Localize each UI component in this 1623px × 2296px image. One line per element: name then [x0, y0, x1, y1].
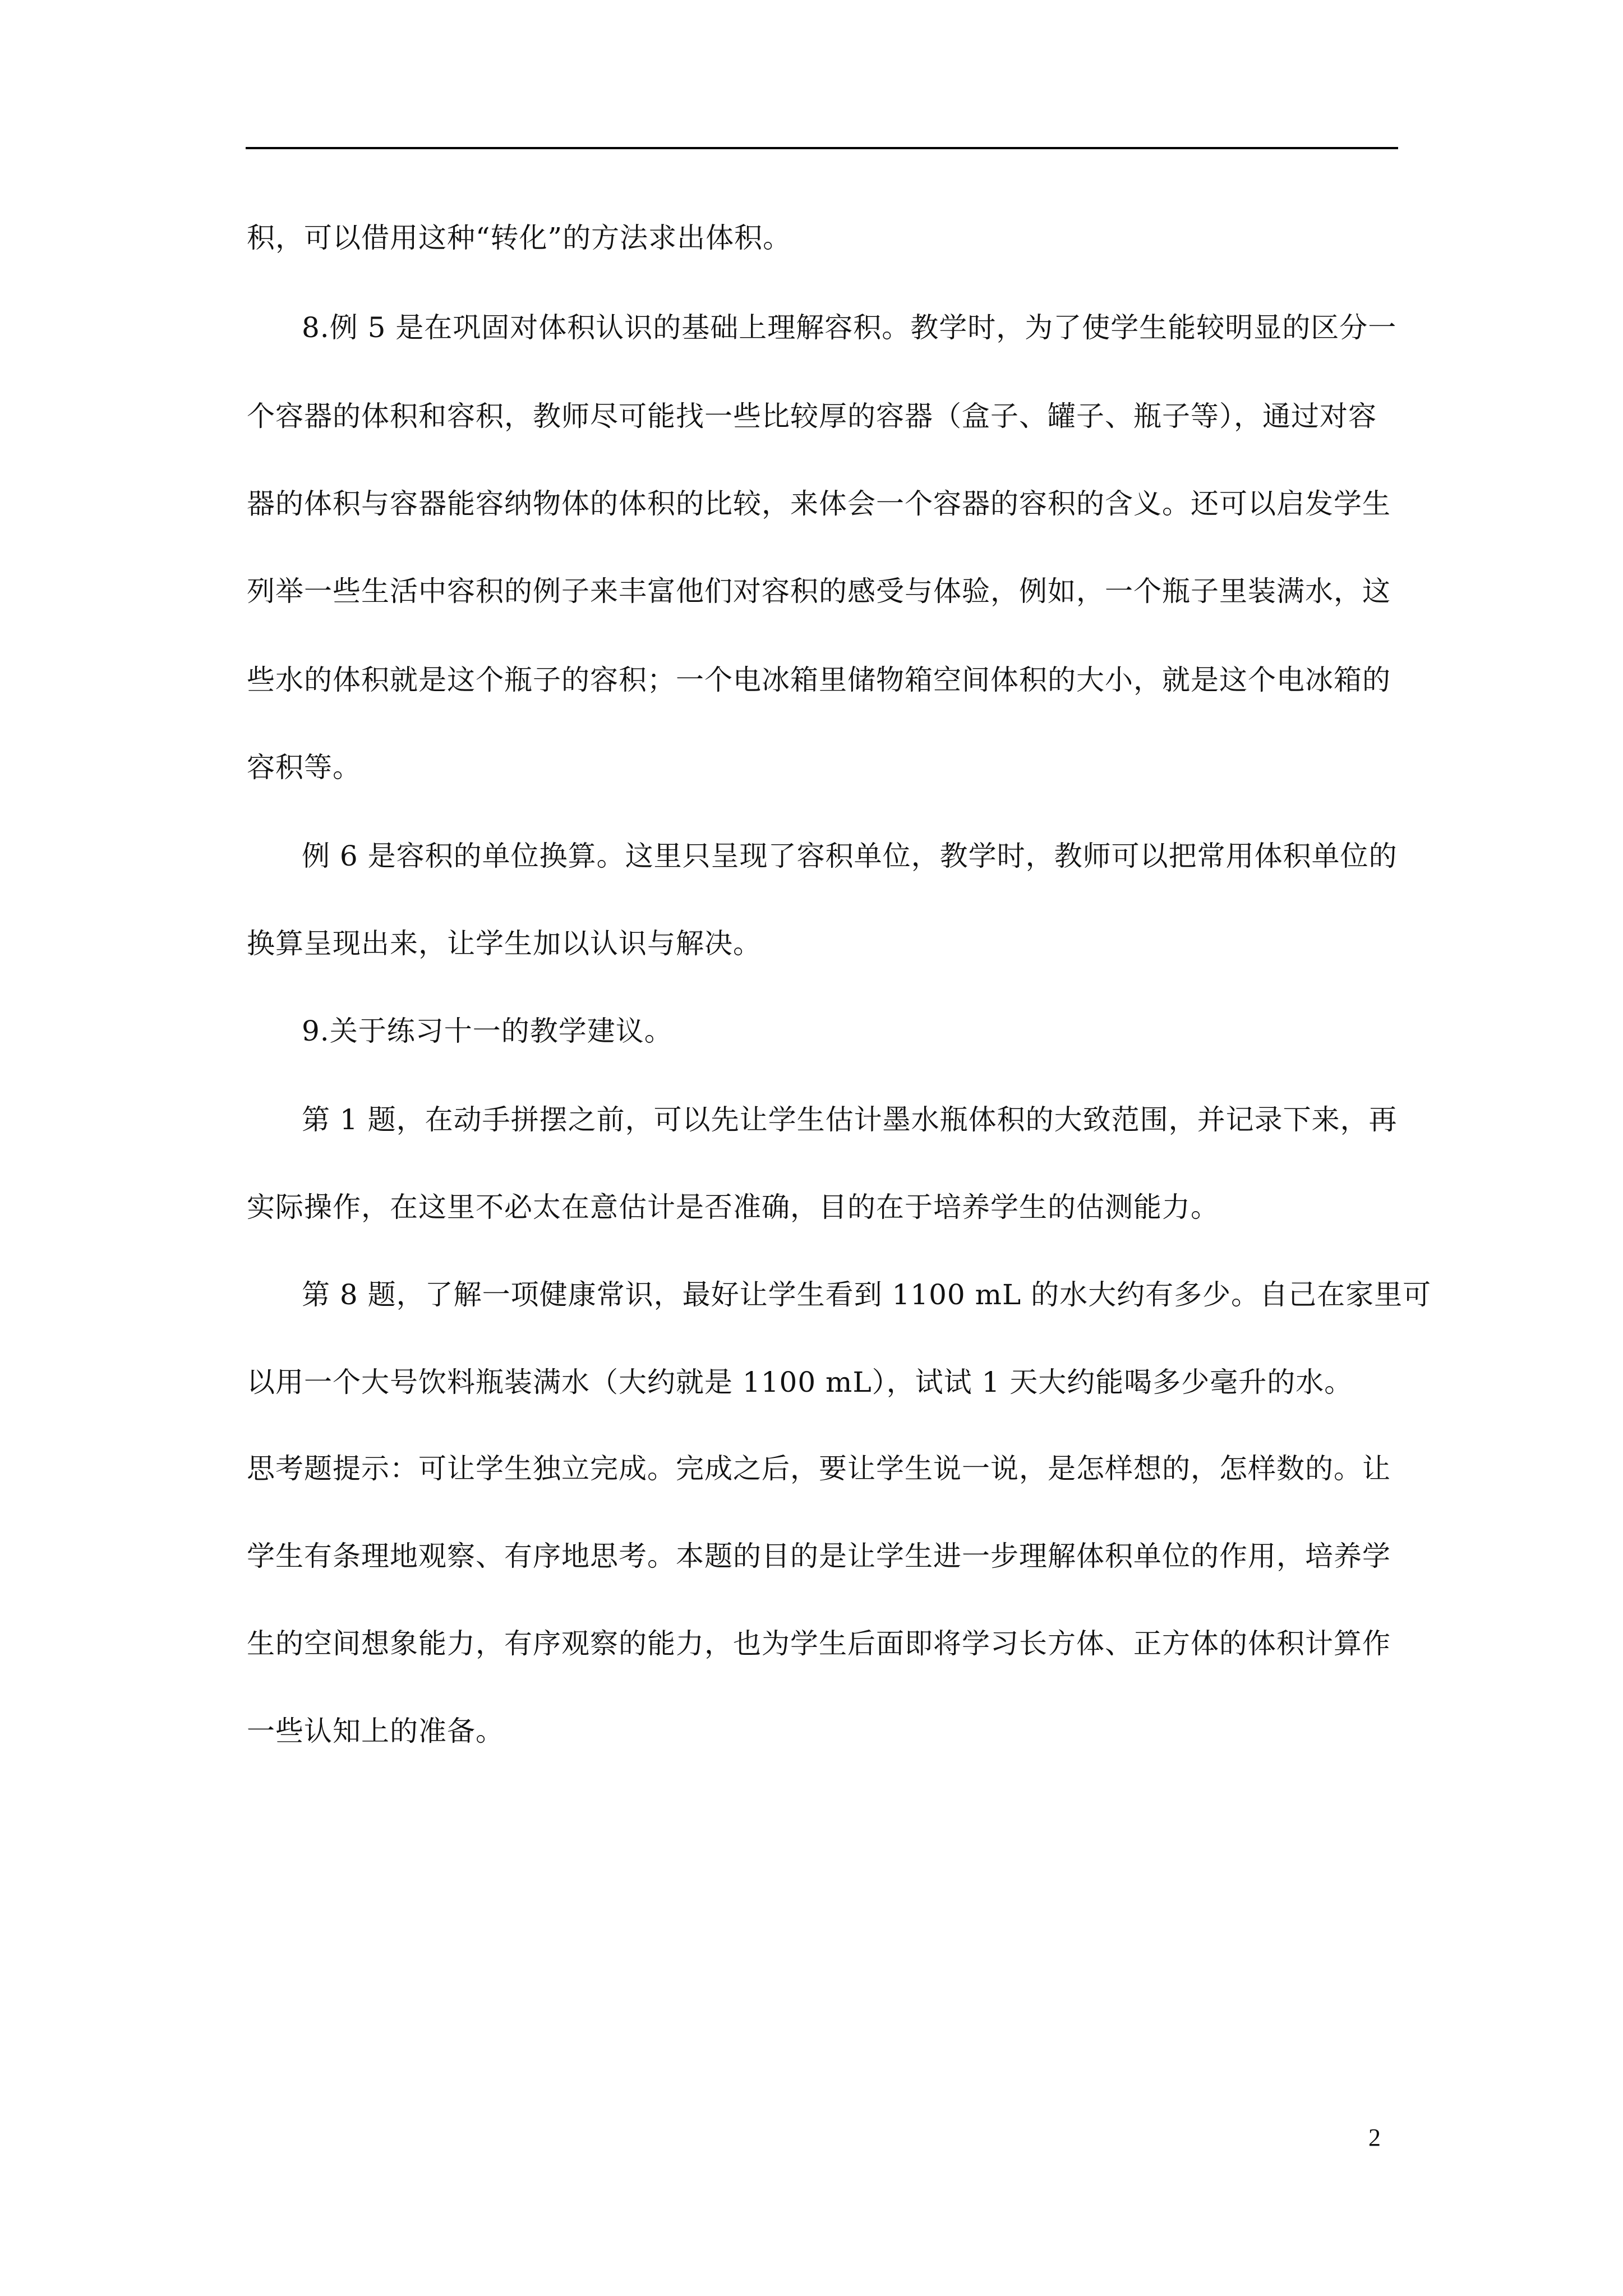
text-line: 生的空间想象能力，有序观察的能力，也为学生后面即将学习长方体、正方体的体积计算作 [247, 1627, 1391, 1660]
text-line: 容积等。 [247, 751, 361, 784]
text-line: 8.例 5 是在巩固对体积认识的基础上理解容积。教学时，为了使学生能较明显的区分一 [302, 311, 1397, 344]
page-number: 2 [1368, 2124, 1381, 2151]
text-line: 9.关于练习十一的教学建议。 [302, 1015, 673, 1047]
header-rule [246, 147, 1398, 149]
text-line: 积，可以借用这种“转化”的方法求出体积。 [247, 222, 792, 254]
text-line: 个容器的体积和容积，教师尽可能找一些比较厚的容器（盒子、罐子、瓶子等），通过对容 [247, 400, 1377, 432]
text-line: 换算呈现出来，让学生加以认识与解决。 [247, 927, 762, 960]
text-line: 思考题提示：可让学生独立完成。完成之后，要让学生说一说，是怎样想的，怎样数的。让 [247, 1452, 1391, 1485]
text-line: 第 1 题，在动手拼摆之前，可以先让学生估计墨水瓶体积的大致范围，并记录下来，再 [302, 1103, 1398, 1136]
text-line: 以用一个大号饮料瓶装满水（大约就是 1100 mL），试试 1 天大约能喝多少毫升的水。 [247, 1366, 1353, 1398]
text-line: 一些认知上的准备。 [247, 1715, 504, 1747]
text-line: 列举一些生活中容积的例子来丰富他们对容积的感受与体验，例如，一个瓶子里装满水，这 [247, 575, 1391, 608]
text-line: 些水的体积就是这个瓶子的容积；一个电冰箱里储物箱空间体积的大小，就是这个电冰箱的 [247, 664, 1391, 696]
text-line: 学生有条理地观察、有序地思考。本题的目的是让学生进一步理解体积单位的作用，培养学 [247, 1540, 1391, 1572]
text-line: 第 8 题，了解一项健康常识，最好让学生看到 1100 mL 的水大约有多少。自己在家里可 [302, 1278, 1432, 1311]
text-line: 实际操作，在这里不必太在意估计是否准确，目的在于培养学生的估测能力。 [247, 1191, 1219, 1223]
text-line: 例 6 是容积的单位换算。这里只呈现了容积单位，教学时，教师可以把常用体积单位的 [302, 840, 1398, 872]
text-line: 器的体积与容器能容纳物体的体积的比较，来体会一个容器的容积的含义。还可以启发学生 [247, 487, 1391, 520]
